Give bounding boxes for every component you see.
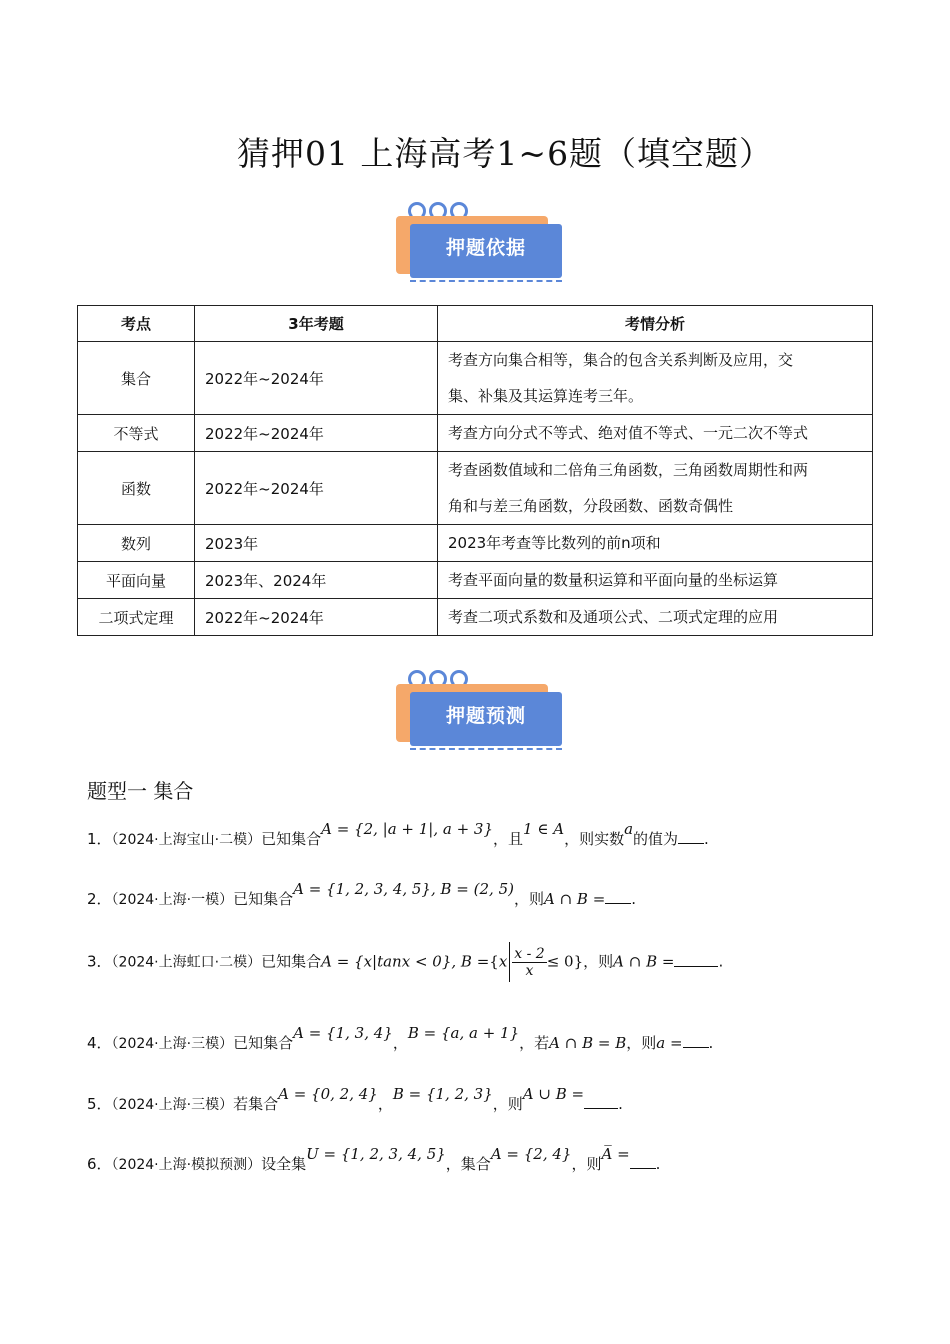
answer-blank[interactable] <box>674 952 718 967</box>
banner-basis-label: 押题依据 <box>410 224 562 278</box>
table-row: 函数 2022年~2024年 考查函数值域和二倍角三角函数，三角函数周期性和两 角和与差三角函数，分段函数、函数奇偶性 <box>78 452 873 525</box>
section-title: 题型一 集合 <box>87 779 194 803</box>
question-3: 3．（2024·上海虹口·二模）已知集合A = {x|tanx < 0}, B ={x $\frac{x - 2}{x}$ ≤ 0}，则A ∩ B = . <box>87 942 723 982</box>
fraction: $\frac{x - 2}{x}$ <box>514 945 545 979</box>
exam-analysis-table <box>77 305 873 636</box>
table-header: 考情分析 <box>438 306 873 342</box>
table-row: 不等式 2022年~2024年 考查方向分式不等式、绝对值不等式、一元二次不等式 <box>78 415 873 452</box>
question-4: 4．（2024·上海·三模）已知集合A = {1, 3, 4}，B = {a, a + 1}，若A ∩ B = B，则a = . <box>87 1024 714 1052</box>
question-2: 2．（2024·上海·一模）已知集合A = {1, 2, 3, 4, 5}, B = (2, 5)，则A ∩ B = . <box>87 880 637 908</box>
question-6: 6．（2024·上海·模拟预测）设全集U = {1, 2, 3, 4, 5}，集合A = {2, 4}，则A̅ =. <box>87 1145 661 1173</box>
banner-prediction <box>396 676 576 766</box>
question-1: 1．（2024·上海宝山·二模）已知集合A = {2, |a + 1|, a + 3}，且1 ∈ A，则实数a的值为 . <box>87 820 709 848</box>
table-row: 二项式定理 2022年~2024年 考查二项式系数和及通项公式、二项式定理的应用 <box>78 599 873 636</box>
answer-blank[interactable] <box>630 1154 656 1169</box>
answer-blank[interactable] <box>605 889 631 904</box>
banner-basis <box>396 208 576 298</box>
answer-blank[interactable] <box>584 1094 618 1109</box>
table-header: 考点 <box>78 306 195 342</box>
page-title: 猜押01 上海高考1~6题（填空题） <box>236 134 774 173</box>
table-row: 平面向量 2023年、2024年 考查平面向量的数量积运算和平面向量的坐标运算 <box>78 562 873 599</box>
answer-blank[interactable] <box>678 829 704 844</box>
table-header: 3年考题 <box>195 306 438 342</box>
table-row: 数列 2023年 2023年考查等比数列的前n项和 <box>78 525 873 562</box>
answer-blank[interactable] <box>683 1033 709 1048</box>
table-row: 集合 2022年~2024年 考查方向集合相等，集合的包含关系判断及应用，交 集、补集及其运算连考三年。 <box>78 342 873 415</box>
question-5: 5．（2024·上海·三模）若集合A = {0, 2, 4}，B = {1, 2, 3}，则A ∪ B =. <box>87 1085 623 1113</box>
banner-prediction-label: 押题预测 <box>410 692 562 746</box>
